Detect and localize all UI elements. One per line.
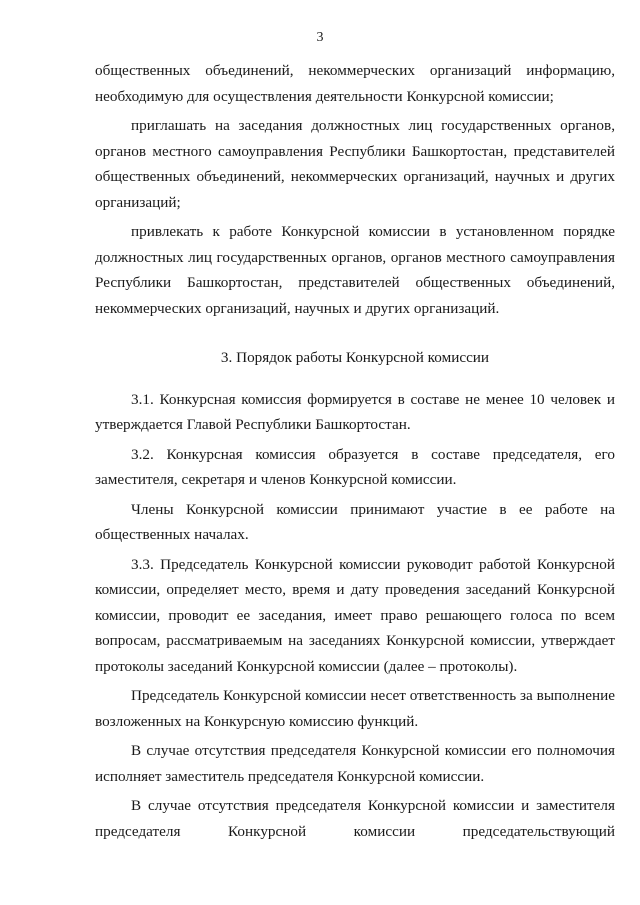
paragraph-chair-absence: В случае отсутствия председателя Конкурсной комиссии его полномочия исполняет заместитель председателя Конкурсной комиссии. bbox=[95, 742, 615, 785]
page-number: 3 bbox=[316, 30, 324, 45]
paragraph-members: Члены Конкурсной комиссии принимают участие в ее работе на общественных началах. bbox=[95, 500, 615, 543]
paragraph-3-2: 3.2. Конкурсная комиссия образуется в составе председателя, его заместителя, секретаря и членов Конкурсной комиссии. bbox=[95, 445, 615, 488]
paragraph-chair-responsibility: Председатель Конкурсной комиссии несет ответственность за выполнение возложенных на Конкурсную комиссию функций. bbox=[95, 687, 615, 730]
paragraph-continuation: общественных объединений, некоммерческих организаций информацию, необходимую для осуществления деятельности Конкурсной комиссии; bbox=[95, 62, 615, 105]
paragraph-3-1: 3.1. Конкурсная комиссия формируется в составе не менее 10 человек и утверждается Главой Республики Башкортостан. bbox=[95, 390, 615, 433]
paragraph-3-3: 3.3. Председатель Конкурсной комиссии руководит работой Конкурсной комиссии, определяет место, время и дату проведения заседаний Конкурсной комиссии, проводит ее заседания, имеет право решающего голоса по всем вопросам, рассматриваемым на заседаниях Конкурсной комиссии, утверждает протоколы заседаний Конкурсной комиссии (далее – протоколы). bbox=[95, 555, 615, 675]
document-body bbox=[95, 58, 615, 848]
paragraph-invite: приглашать на заседания должностных лиц государственных органов, органов местного самоуправления Республики Башкортостан, представителей общественных объединений, некоммерческих организаций, научных и других организаций; bbox=[95, 117, 615, 211]
paragraph-involve: привлекать к работе Конкурсной комиссии в установленном порядке должностных лиц государственных органов, органов местного самоуправления Республики Башкортостан, представителей общественных объединений, некоммерческих организаций, научных и других организаций. bbox=[95, 223, 615, 317]
section-heading: 3. Порядок работы Конкурсной комиссии bbox=[220, 349, 490, 366]
paragraph-both-absence: В случае отсутствия председателя Конкурсной комиссии и заместителя председателя Конкурсной комиссии председательствующий bbox=[95, 797, 615, 840]
